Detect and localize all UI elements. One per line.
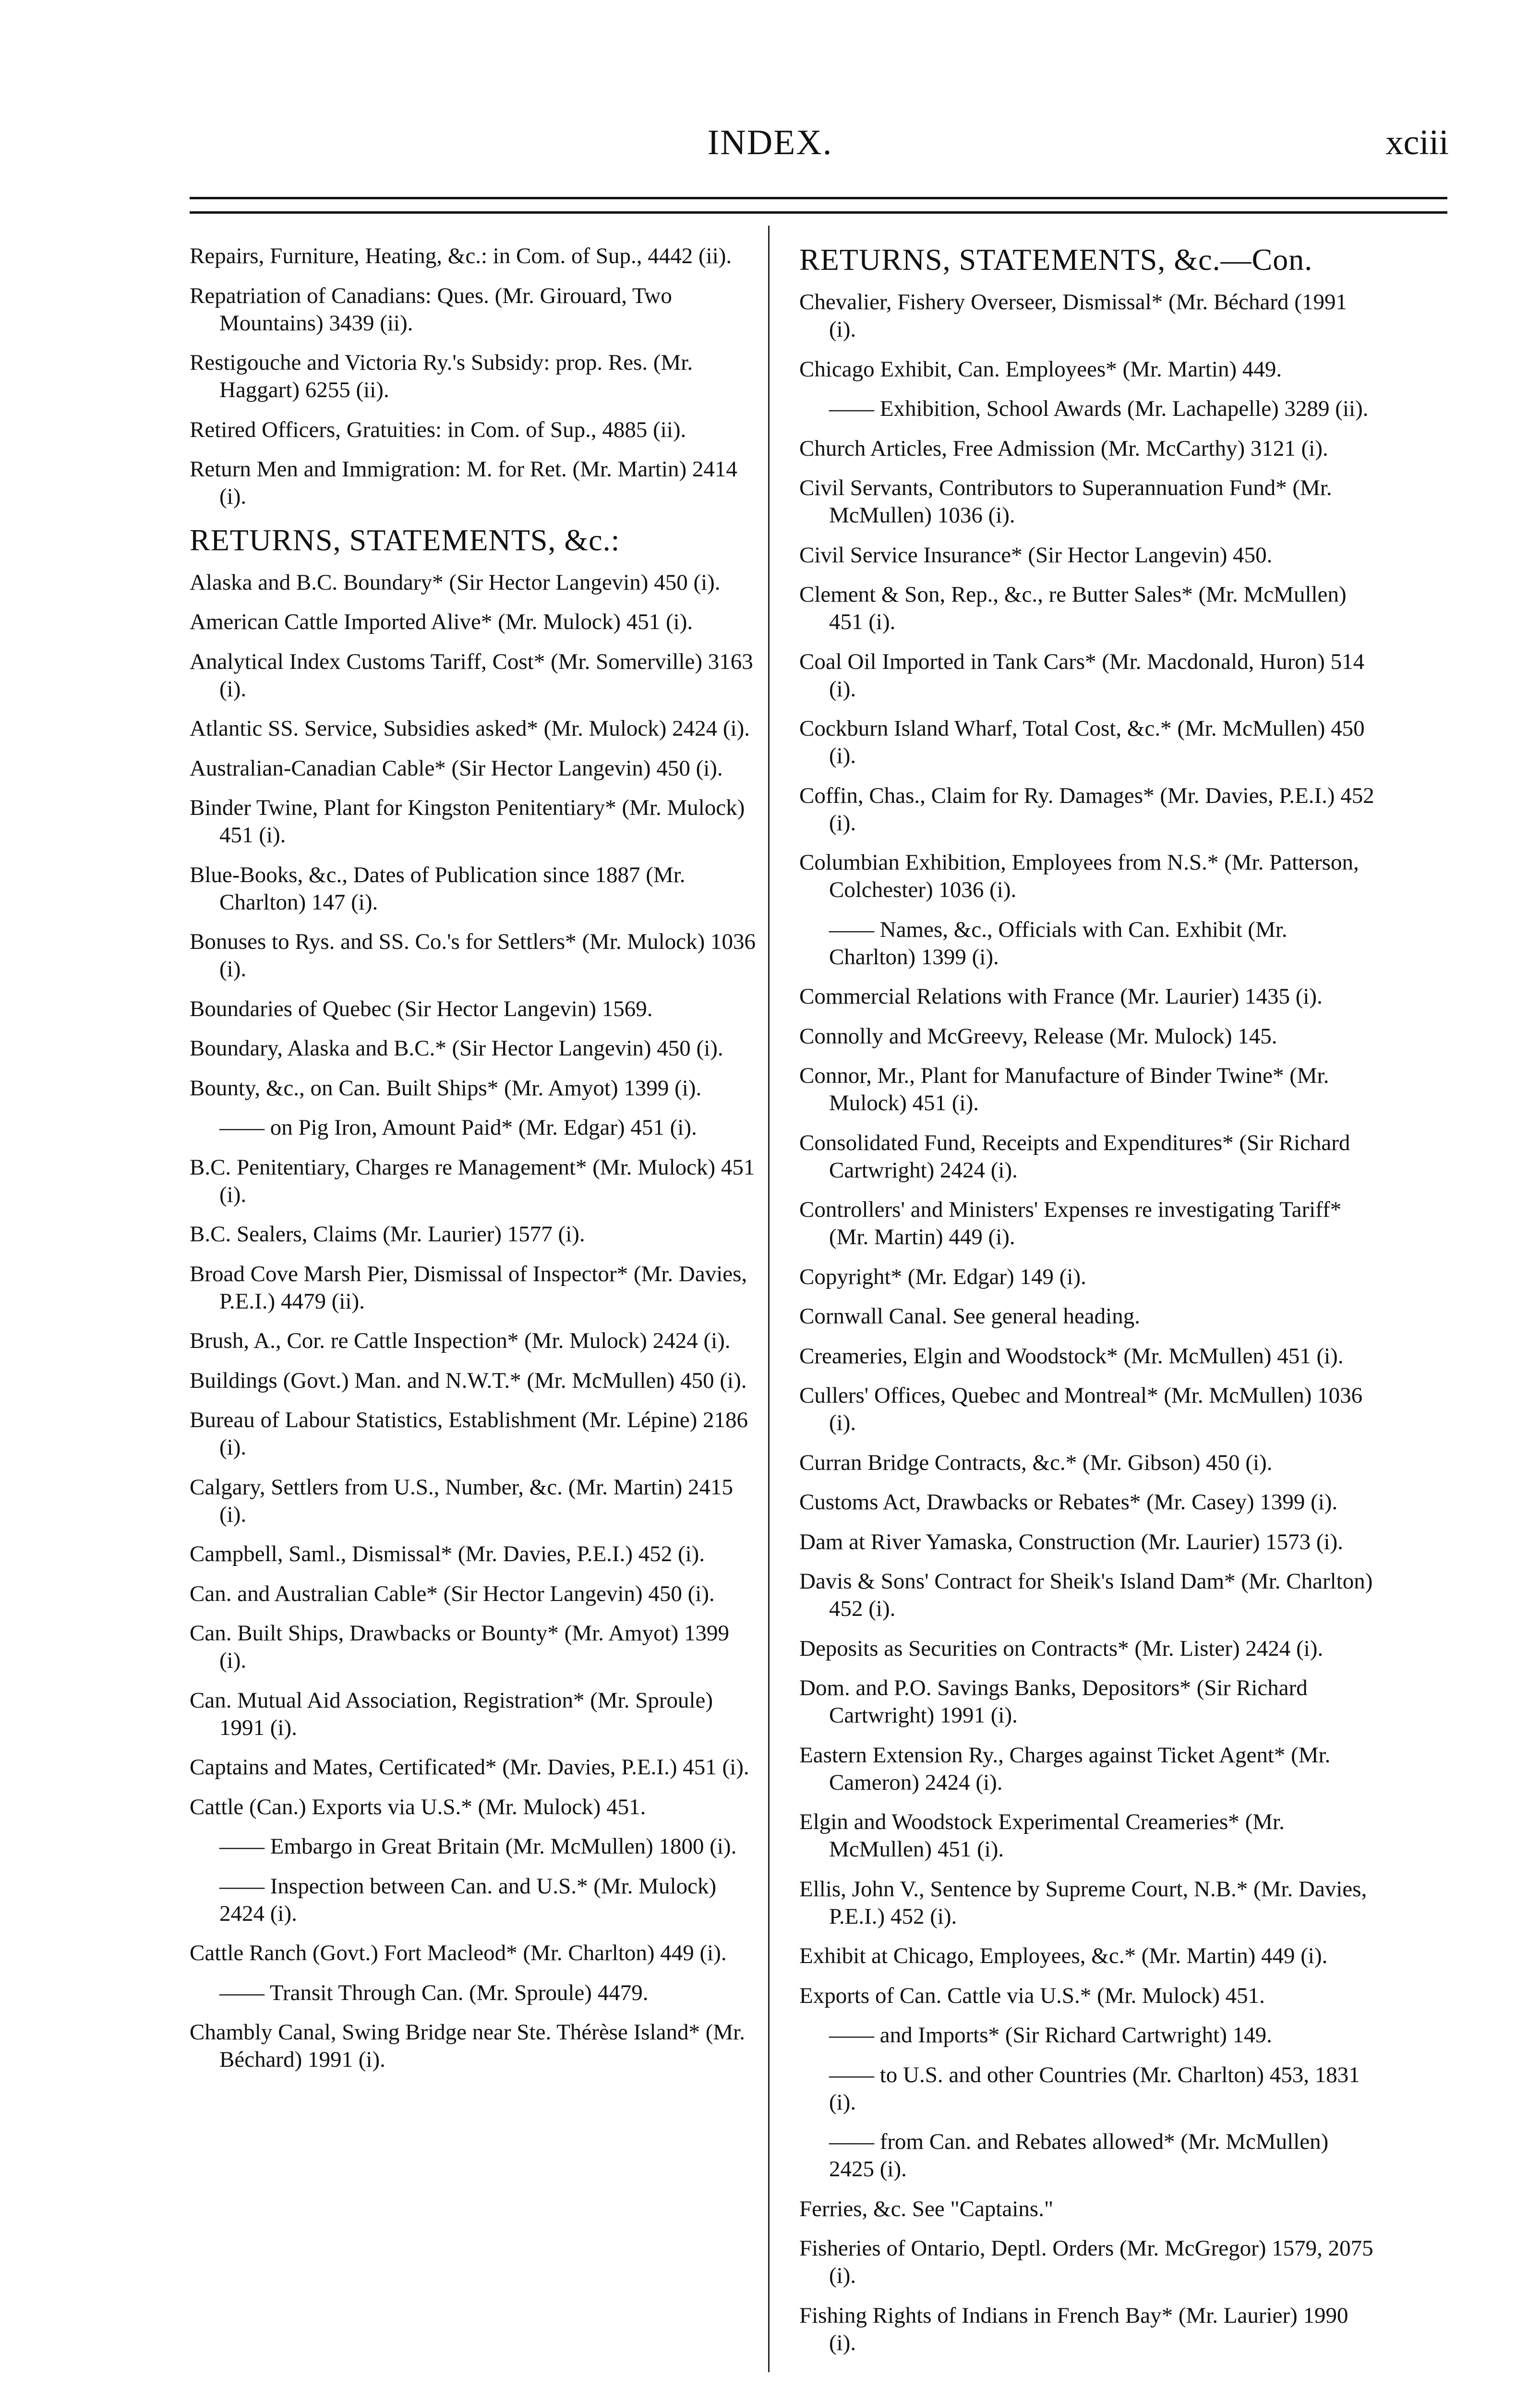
index-entry: Bounty, &c., on Can. Built Ships* (Mr. Amyot) 1399 (i). bbox=[190, 1075, 702, 1101]
index-entry: Deposits as Securities on Contracts* (Mr. Lister) 2424 (i). bbox=[799, 1636, 1323, 1661]
index-entry: —— Transit Through Can. (Mr. Sproule) 4479. bbox=[219, 1980, 649, 2005]
index-entry: Repatriation of Canadians: Ques. (Mr. Girouard, Two Mountains) 3439 (ii). bbox=[190, 283, 672, 336]
index-entry: Blue-Books, &c., Dates of Publication since 1887 (Mr. Charlton) 147 (i). bbox=[190, 862, 686, 915]
index-entry: Can. Built Ships, Drawbacks or Bounty* (Mr. Amyot) 1399 (i). bbox=[190, 1621, 730, 1673]
section-heading-returns-continued: RETURNS, STATEMENTS, &c.—Con. bbox=[799, 243, 1313, 277]
page-title: INDEX. bbox=[707, 123, 833, 162]
index-entry: Alaska and B.C. Boundary* (Sir Hector Langevin) 450 (i). bbox=[190, 570, 721, 595]
index-entry: Church Articles, Free Admission (Mr. McCarthy) 3121 (i). bbox=[799, 436, 1328, 461]
index-entry: Creameries, Elgin and Woodstock* (Mr. McMullen) 451 (i). bbox=[799, 1343, 1344, 1369]
index-entry: Cullers' Offices, Quebec and Montreal* (Mr. McMullen) 1036 (i). bbox=[799, 1383, 1363, 1435]
header-rule-top bbox=[190, 197, 1447, 199]
index-entry: —— on Pig Iron, Amount Paid* (Mr. Edgar) 451 (i). bbox=[219, 1115, 697, 1140]
index-entry: Curran Bridge Contracts, &c.* (Mr. Gibson) 450 (i). bbox=[799, 1450, 1273, 1475]
index-entry: Cornwall Canal. See general heading. bbox=[799, 1304, 1140, 1329]
left-top-entries bbox=[190, 243, 756, 510]
index-entry: Boundary, Alaska and B.C.* (Sir Hector Langevin) 450 (i). bbox=[190, 1036, 723, 1061]
index-entry: Clement & Son, Rep., &c., re Butter Sales* (Mr. McMullen) 451 (i). bbox=[799, 582, 1347, 634]
column-divider bbox=[768, 226, 770, 2372]
index-entry: Atlantic SS. Service, Subsidies asked* (Mr. Mulock) 2424 (i). bbox=[190, 716, 750, 741]
index-entry: Restigouche and Victoria Ry.'s Subsidy: prop. Res. (Mr. Haggart) 6255 (ii). bbox=[190, 350, 693, 402]
index-entry: Eastern Extension Ry., Charges against Ticket Agent* (Mr. Cameron) 2424 (i). bbox=[799, 1742, 1331, 1795]
index-entry: Fisheries of Ontario, Deptl. Orders (Mr. McGregor) 1579, 2075 (i). bbox=[799, 2236, 1373, 2288]
left-column bbox=[190, 243, 756, 2086]
index-entry: Connor, Mr., Plant for Manufacture of Binder Twine* (Mr. Mulock) 451 (i). bbox=[799, 1063, 1329, 1116]
index-entry: Australian-Canadian Cable* (Sir Hector Langevin) 450 (i). bbox=[190, 755, 723, 781]
right-entries bbox=[799, 289, 1375, 2357]
section-heading-returns: RETURNS, STATEMENTS, &c.: bbox=[190, 522, 620, 557]
index-entry: Coal Oil Imported in Tank Cars* (Mr. Macdonald, Huron) 514 (i). bbox=[799, 649, 1365, 702]
index-entry: Columbian Exhibition, Employees from N.S.* (Mr. Patterson, Colchester) 1036 (i). bbox=[799, 850, 1359, 902]
index-entry: B.C. Sealers, Claims (Mr. Laurier) 1577 (i). bbox=[190, 1222, 585, 1247]
page-number: xciii bbox=[1385, 123, 1449, 162]
index-entry: B.C. Penitentiary, Charges re Management* (Mr. Mulock) 451 (i). bbox=[190, 1154, 755, 1207]
index-entry: —— Embargo in Great Britain (Mr. McMullen) 1800 (i). bbox=[219, 1834, 737, 1859]
index-entry: Controllers' and Ministers' Expenses re investigating Tariff* (Mr. Martin) 449 (i). bbox=[799, 1197, 1342, 1249]
index-entry: Davis & Sons' Contract for Sheik's Island Dam* (Mr. Charlton) 452 (i). bbox=[799, 1569, 1373, 1621]
index-entry: Boundaries of Quebec (Sir Hector Langevin) 1569. bbox=[190, 996, 653, 1021]
left-entries bbox=[190, 569, 756, 2074]
index-entry: Exhibit at Chicago, Employees, &c.* (Mr. Martin) 449 (i). bbox=[799, 1943, 1328, 1968]
index-entry: Connolly and McGreevy, Release (Mr. Mulock) 145. bbox=[799, 1023, 1277, 1049]
index-entry: Bureau of Labour Statistics, Establishment (Mr. Lépine) 2186 (i). bbox=[190, 1407, 748, 1460]
index-entry: Bonuses to Rys. and SS. Co.'s for Settlers* (Mr. Mulock) 1036 (i). bbox=[190, 929, 756, 982]
index-entry: Chicago Exhibit, Can. Employees* (Mr. Martin) 449. bbox=[799, 356, 1282, 382]
index-entry: —— Exhibition, School Awards (Mr. Lachapelle) 3289 (ii). bbox=[829, 396, 1369, 421]
index-entry: Return Men and Immigration: M. for Ret. (Mr. Martin) 2414 (i). bbox=[190, 457, 737, 509]
index-entry: Chambly Canal, Swing Bridge near Ste. Thérèse Island* (Mr. Béchard) 1991 (i). bbox=[190, 2020, 745, 2072]
index-entry: Consolidated Fund, Receipts and Expenditures* (Sir Richard Cartwright) 2424 (i). bbox=[799, 1130, 1350, 1183]
index-entry: Coffin, Chas., Claim for Ry. Damages* (Mr. Davies, P.E.I.) 452 (i). bbox=[799, 783, 1374, 836]
index-entry: Customs Act, Drawbacks or Rebates* (Mr. Casey) 1399 (i). bbox=[799, 1490, 1338, 1515]
right-column bbox=[799, 243, 1375, 2369]
index-entry: Can. Mutual Aid Association, Registration* (Mr. Sproule) 1991 (i). bbox=[190, 1687, 713, 1740]
index-entry: Buildings (Govt.) Man. and N.W.T.* (Mr. McMullen) 450 (i). bbox=[190, 1368, 747, 1393]
index-entry: Can. and Australian Cable* (Sir Hector Langevin) 450 (i). bbox=[190, 1581, 715, 1606]
index-entry: Elgin and Woodstock Experimental Creameries* (Mr. McMullen) 451 (i). bbox=[799, 1809, 1285, 1862]
index-entry: Ellis, John V., Sentence by Supreme Court, N.B.* (Mr. Davies, P.E.I.) 452 (i). bbox=[799, 1876, 1367, 1929]
index-entry: Copyright* (Mr. Edgar) 149 (i). bbox=[799, 1264, 1086, 1289]
index-entry: Civil Service Insurance* (Sir Hector Langevin) 450. bbox=[799, 542, 1273, 568]
index-entry: Cattle Ranch (Govt.) Fort Macleod* (Mr. Charlton) 449 (i). bbox=[190, 1940, 727, 1965]
index-entry: Analytical Index Customs Tariff, Cost* (Mr. Somerville) 3163 (i). bbox=[190, 649, 753, 702]
index-entry: Fishing Rights of Indians in French Bay* (Mr. Laurier) 1990 (i). bbox=[799, 2303, 1348, 2355]
index-entry: Chevalier, Fishery Overseer, Dismissal* (Mr. Béchard (1991 (i). bbox=[799, 290, 1347, 342]
index-entry: Campbell, Saml., Dismissal* (Mr. Davies, P.E.I.) 452 (i). bbox=[190, 1541, 705, 1566]
index-entry: Dam at River Yamaska, Construction (Mr. Laurier) 1573 (i). bbox=[799, 1529, 1344, 1554]
index-entry: Dom. and P.O. Savings Banks, Depositors* (Sir Richard Cartwright) 1991 (i). bbox=[799, 1675, 1308, 1728]
index-entry: Binder Twine, Plant for Kingston Penitentiary* (Mr. Mulock) 451 (i). bbox=[190, 795, 745, 848]
index-entry: Cattle (Can.) Exports via U.S.* (Mr. Mulock) 451. bbox=[190, 1794, 646, 1819]
index-entry: Calgary, Settlers from U.S., Number, &c. (Mr. Martin) 2415 (i). bbox=[190, 1474, 734, 1527]
index-entry: Ferries, &c. See "Captains." bbox=[799, 2196, 1054, 2221]
index-entry: Repairs, Furniture, Heating, &c.: in Com. of Sup., 4442 (ii). bbox=[190, 243, 732, 268]
index-entry: —— Names, &c., Officials with Can. Exhibit (Mr. Charlton) 1399 (i). bbox=[829, 917, 1287, 970]
index-entry: Broad Cove Marsh Pier, Dismissal of Inspector* (Mr. Davies, P.E.I.) 4479 (ii). bbox=[190, 1261, 747, 1314]
index-entry: —— from Can. and Rebates allowed* (Mr. McMullen) 2425 (i). bbox=[829, 2129, 1329, 2182]
index-entry: Civil Servants, Contributors to Superannuation Fund* (Mr. McMullen) 1036 (i). bbox=[799, 475, 1332, 528]
index-entry: Exports of Can. Cattle via U.S.* (Mr. Mulock) 451. bbox=[799, 1983, 1265, 2008]
index-entry: American Cattle Imported Alive* (Mr. Mulock) 451 (i). bbox=[190, 609, 693, 634]
header-rule-bottom bbox=[190, 211, 1447, 214]
index-entry: Captains and Mates, Certificated* (Mr. Davies, P.E.I.) 451 (i). bbox=[190, 1755, 749, 1780]
index-entry: —— Inspection between Can. and U.S.* (Mr. Mulock) 2424 (i). bbox=[219, 1873, 717, 1926]
index-entry: —— and Imports* (Sir Richard Cartwright) 149. bbox=[829, 2023, 1272, 2048]
index-entry: Retired Officers, Gratuities: in Com. of Sup., 4885 (ii). bbox=[190, 417, 686, 442]
index-entry: Brush, A., Cor. re Cattle Inspection* (Mr. Mulock) 2424 (i). bbox=[190, 1328, 731, 1353]
index-entry: Commercial Relations with France (Mr. Laurier) 1435 (i). bbox=[799, 984, 1323, 1009]
index-entry: Cockburn Island Wharf, Total Cost, &c.* (Mr. McMullen) 450 (i). bbox=[799, 716, 1365, 768]
index-entry: —— to U.S. and other Countries (Mr. Charlton) 453, 1831 (i). bbox=[829, 2062, 1360, 2115]
